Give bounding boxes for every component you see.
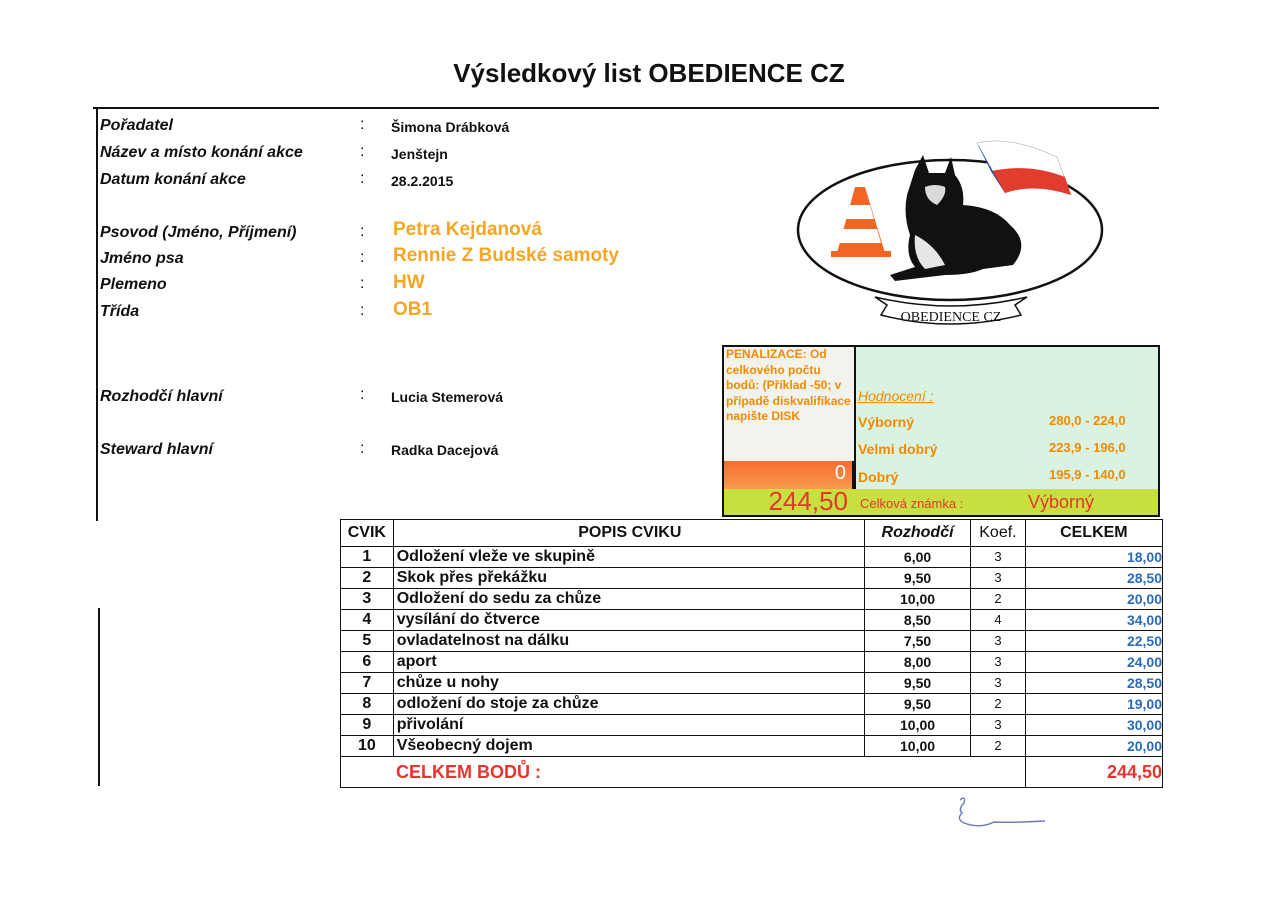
cvik-description: Skok přes překážku xyxy=(393,568,864,589)
grade-range: 223,9 - 196,0 xyxy=(1049,440,1126,455)
logo-text: OBEDIENCE CZ xyxy=(900,310,1002,325)
row-total: 30,00 xyxy=(1025,715,1162,736)
steward-value: Radka Dacejová xyxy=(391,442,499,458)
colon: : xyxy=(360,170,365,187)
koef-value: 3 xyxy=(971,715,1026,736)
rozhodci-score: 10,00 xyxy=(864,736,970,757)
table-row xyxy=(341,694,1163,715)
cvik-description: Odložení vleže ve skupině xyxy=(393,547,864,568)
rozhodci-score: 10,00 xyxy=(864,589,970,610)
cvik-number: 2 xyxy=(341,568,394,589)
cvik-description: ovladatelnost na dálku xyxy=(393,631,864,652)
table-row xyxy=(341,652,1163,673)
rozhodci-score: 7,50 xyxy=(864,631,970,652)
koef-value: 3 xyxy=(971,673,1026,694)
left-border-upper xyxy=(96,109,98,521)
hodnoceni-label: Hodnocení : xyxy=(858,388,934,404)
cvik-description: vysílání do čtverce xyxy=(393,610,864,631)
nazev-value: Jenštejn xyxy=(391,146,448,162)
koef-value: 2 xyxy=(971,589,1026,610)
colon: : xyxy=(360,386,365,403)
results-table xyxy=(340,519,1163,788)
table-row xyxy=(341,673,1163,694)
table-row xyxy=(341,736,1163,757)
psovod-value: Petra Kejdanová xyxy=(393,219,542,240)
cvik-description: aport xyxy=(393,652,864,673)
row-total: 20,00 xyxy=(1025,736,1162,757)
cvik-number: 1 xyxy=(341,547,394,568)
left-border-lower xyxy=(98,608,100,786)
rozhodci-score: 10,00 xyxy=(864,715,970,736)
plemeno-label: Plemeno xyxy=(100,276,167,293)
row-total: 24,00 xyxy=(1025,652,1162,673)
koef-value: 3 xyxy=(971,547,1026,568)
obedience-logo xyxy=(795,135,1107,335)
koef-value: 3 xyxy=(971,568,1026,589)
colon: : xyxy=(360,249,365,266)
poradatel-label: Pořadatel xyxy=(100,117,173,134)
koef-value: 2 xyxy=(971,736,1026,757)
trida-label: Třída xyxy=(100,303,140,320)
cvik-number: 5 xyxy=(341,631,394,652)
rozhodci-score: 8,50 xyxy=(864,610,970,631)
header-celkem: CELKEM xyxy=(1025,520,1162,547)
steward-label: Steward hlavní xyxy=(100,441,213,458)
cvik-description: Všeobecný dojem xyxy=(393,736,864,757)
row-total: 28,50 xyxy=(1025,673,1162,694)
cvik-number: 3 xyxy=(341,589,394,610)
grade-range: 280,0 - 224,0 xyxy=(1049,413,1126,428)
cone-icon xyxy=(837,187,885,253)
colon: : xyxy=(360,275,365,292)
cvik-number: 9 xyxy=(341,715,394,736)
cvik-description: přivolání xyxy=(393,715,864,736)
table-row xyxy=(341,547,1163,568)
grade-range: 195,9 - 140,0 xyxy=(1049,467,1126,482)
grade-name: Dobrý xyxy=(858,469,899,485)
penalty-instructions: PENALIZACE: Od celkového počtu bodů: (Příklad -50; v případě diskvalifikace napište DISK xyxy=(724,347,854,461)
table-row xyxy=(341,715,1163,736)
grade-name: Výborný xyxy=(858,414,915,430)
signature xyxy=(950,795,1050,835)
nazev-label: Název a místo konání akce xyxy=(100,144,303,161)
colon: : xyxy=(360,143,365,160)
rozhodci-score: 9,50 xyxy=(864,568,970,589)
penalty-value: 0 xyxy=(834,462,846,484)
cvik-number: 6 xyxy=(341,652,394,673)
celkova-znamka-value: Výborný xyxy=(1028,492,1095,512)
cvik-number: 10 xyxy=(341,736,394,757)
pes-value: Rennie Z Budské samoty xyxy=(393,245,619,266)
signature-scribble xyxy=(950,795,1050,835)
table-header-row xyxy=(341,520,1163,547)
celkova-znamka-label: Celková známka : xyxy=(860,496,964,511)
cvik-description: Odložení do sedu za chůze xyxy=(393,589,864,610)
rozhodci-score: 8,00 xyxy=(864,652,970,673)
cvik-description: chůze u nohy xyxy=(393,673,864,694)
plemeno-value: HW xyxy=(393,272,425,293)
cvik-number: 4 xyxy=(341,610,394,631)
rozhodci-score: 9,50 xyxy=(864,694,970,715)
koef-value: 3 xyxy=(971,631,1026,652)
row-total: 19,00 xyxy=(1025,694,1162,715)
colon: : xyxy=(360,223,365,240)
poradatel-value: Šimona Drábková xyxy=(391,119,510,135)
koef-value: 3 xyxy=(971,652,1026,673)
rozhodci-score: 6,00 xyxy=(864,547,970,568)
colon: : xyxy=(360,116,365,133)
pes-label: Jméno psa xyxy=(100,250,184,267)
table-body xyxy=(341,547,1163,757)
evaluation-box xyxy=(722,345,1160,517)
row-total: 34,00 xyxy=(1025,610,1162,631)
rozhodci-label: Rozhodčí hlavní xyxy=(100,388,223,405)
header-koef: Koef. xyxy=(971,520,1026,547)
koef-value: 2 xyxy=(971,694,1026,715)
header-popis: POPIS CVIKU xyxy=(393,520,864,547)
rozhodci-value: Lucia Stemerová xyxy=(391,389,504,405)
table-row xyxy=(341,610,1163,631)
top-divider xyxy=(93,107,1159,109)
header-cvik: CVIK xyxy=(341,520,394,547)
row-total: 20,00 xyxy=(1025,589,1162,610)
row-total: 18,00 xyxy=(1025,547,1162,568)
sum-value: 244,50 xyxy=(1025,757,1162,788)
header-rozhodci: Rozhodčí xyxy=(864,520,970,547)
cvik-number: 8 xyxy=(341,694,394,715)
rozhodci-score: 9,50 xyxy=(864,673,970,694)
datum-value: 28.2.2015 xyxy=(391,173,454,189)
grade-name: Velmi dobrý xyxy=(858,441,938,457)
cvik-number: 7 xyxy=(341,673,394,694)
czech-flag-icon xyxy=(977,141,1071,195)
sum-label: CELKEM BODŮ : xyxy=(341,757,1026,788)
dog-with-flag-and-cone-icon xyxy=(795,135,1107,335)
table-row xyxy=(341,568,1163,589)
total-score: 244,50 xyxy=(768,486,848,516)
colon: : xyxy=(360,440,365,457)
table-row xyxy=(341,631,1163,652)
row-total: 22,50 xyxy=(1025,631,1162,652)
koef-value: 4 xyxy=(971,610,1026,631)
psovod-label: Psovod (Jméno, Příjmení) xyxy=(100,224,297,241)
page-title: Výsledkový list OBEDIENCE CZ xyxy=(453,58,845,88)
datum-label: Datum konání akce xyxy=(100,171,246,188)
row-total: 28,50 xyxy=(1025,568,1162,589)
table-row xyxy=(341,589,1163,610)
cvik-description: odložení do stoje za chůze xyxy=(393,694,864,715)
sum-row xyxy=(341,757,1163,788)
colon: : xyxy=(360,302,365,319)
trida-value: OB1 xyxy=(393,299,433,320)
